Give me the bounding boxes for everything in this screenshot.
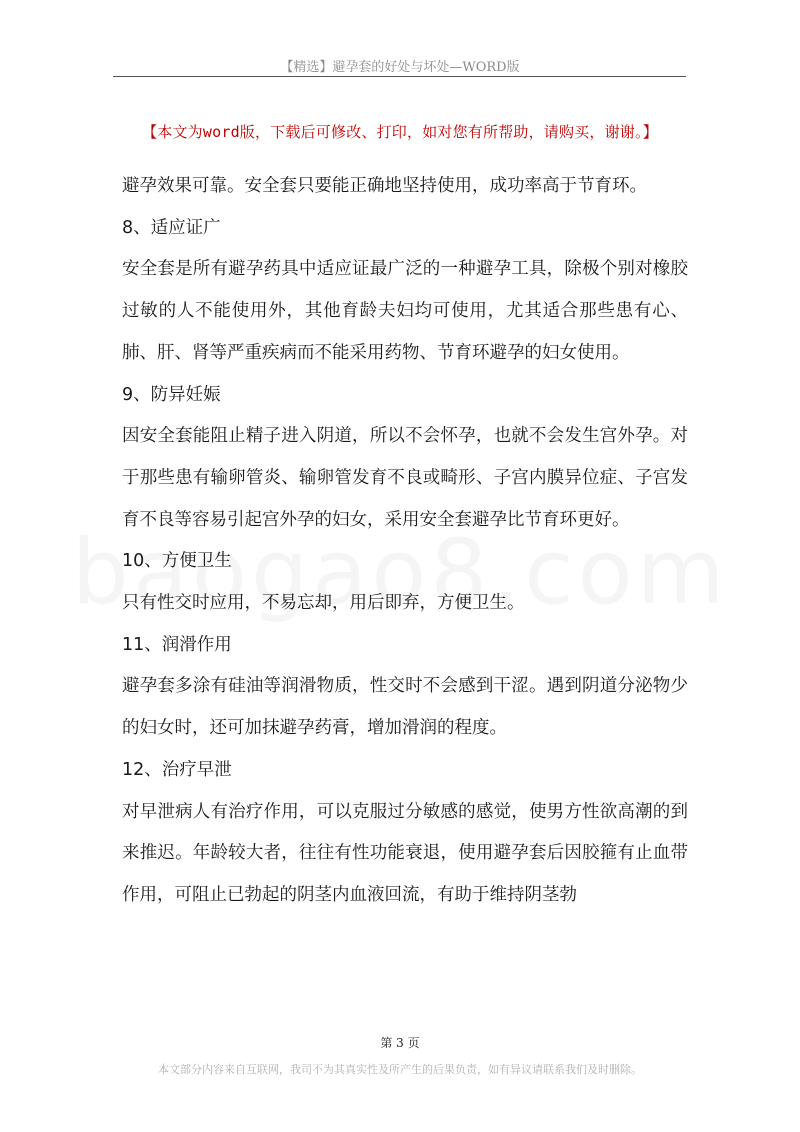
page-header: 【精选】避孕套的好处与坏处—WORD版 (280, 60, 520, 75)
paragraph: 避孕效果可靠。安全套只要能正确地坚持使用，成功率高于节育环。 (122, 176, 647, 196)
download-notice: 【本文为word版，下载后可修改、打印，如对您有所帮助，请购买，谢谢。】 (142, 123, 658, 141)
paragraph: 避孕套多涂有硅油等润滑物质，性交时不会感到干涩。遇到阴道分泌物少的妇女时，还可加抹避孕药膏，增加滑润的程度。 (122, 676, 688, 739)
section-heading: 11、润滑作用 (122, 634, 232, 655)
section-heading: 9、防异妊娠 (122, 384, 221, 405)
paragraph: 安全套是所有避孕药具中适应证最广泛的一种避孕工具，除极个别对橡胶过敏的人不能使用外，其他育龄夫妇均可使用，尤其适合那些患有心、肺、肝、肾等严重疾病而不能采用药物、节育环避孕的妇女使用。 (122, 259, 688, 363)
page-footer: 本文部分内容来自互联网，我司不为其真实性及所产生的后果负责，如有异议请联系我们及时删除。 (158, 1063, 642, 1076)
body-text (122, 166, 688, 917)
header-divider (113, 76, 686, 77)
section-heading: 8、适应证广 (122, 217, 221, 238)
paragraph: 只有性交时应用，不易忘却，用后即弃，方便卫生。 (122, 593, 525, 614)
section-heading: 10、方便卫生 (122, 551, 232, 572)
section-heading: 12、治疗早泄 (122, 759, 232, 780)
paragraph: 因安全套能阻止精子进入阴道，所以不会怀孕，也就不会发生宫外孕。对于那些患有输卵管炎、输卵管发育不良或畸形、子宫内膜异位症、子宫发育不良等容易引起宫外孕的妇女，采用安全套避孕比节育环更好。 (122, 426, 688, 530)
page-number: 第 3 页 (380, 1036, 420, 1050)
paragraph: 对早泄病人有治疗作用，可以克服过分敏感的感觉，使男方性欲高潮的到来推迟。年龄较大者，往往有性功能衰退，使用避孕套后因胶箍有止血带作用，可阻止已勃起的阴茎内血液回流，有助于维持阴茎勃 (122, 801, 688, 905)
